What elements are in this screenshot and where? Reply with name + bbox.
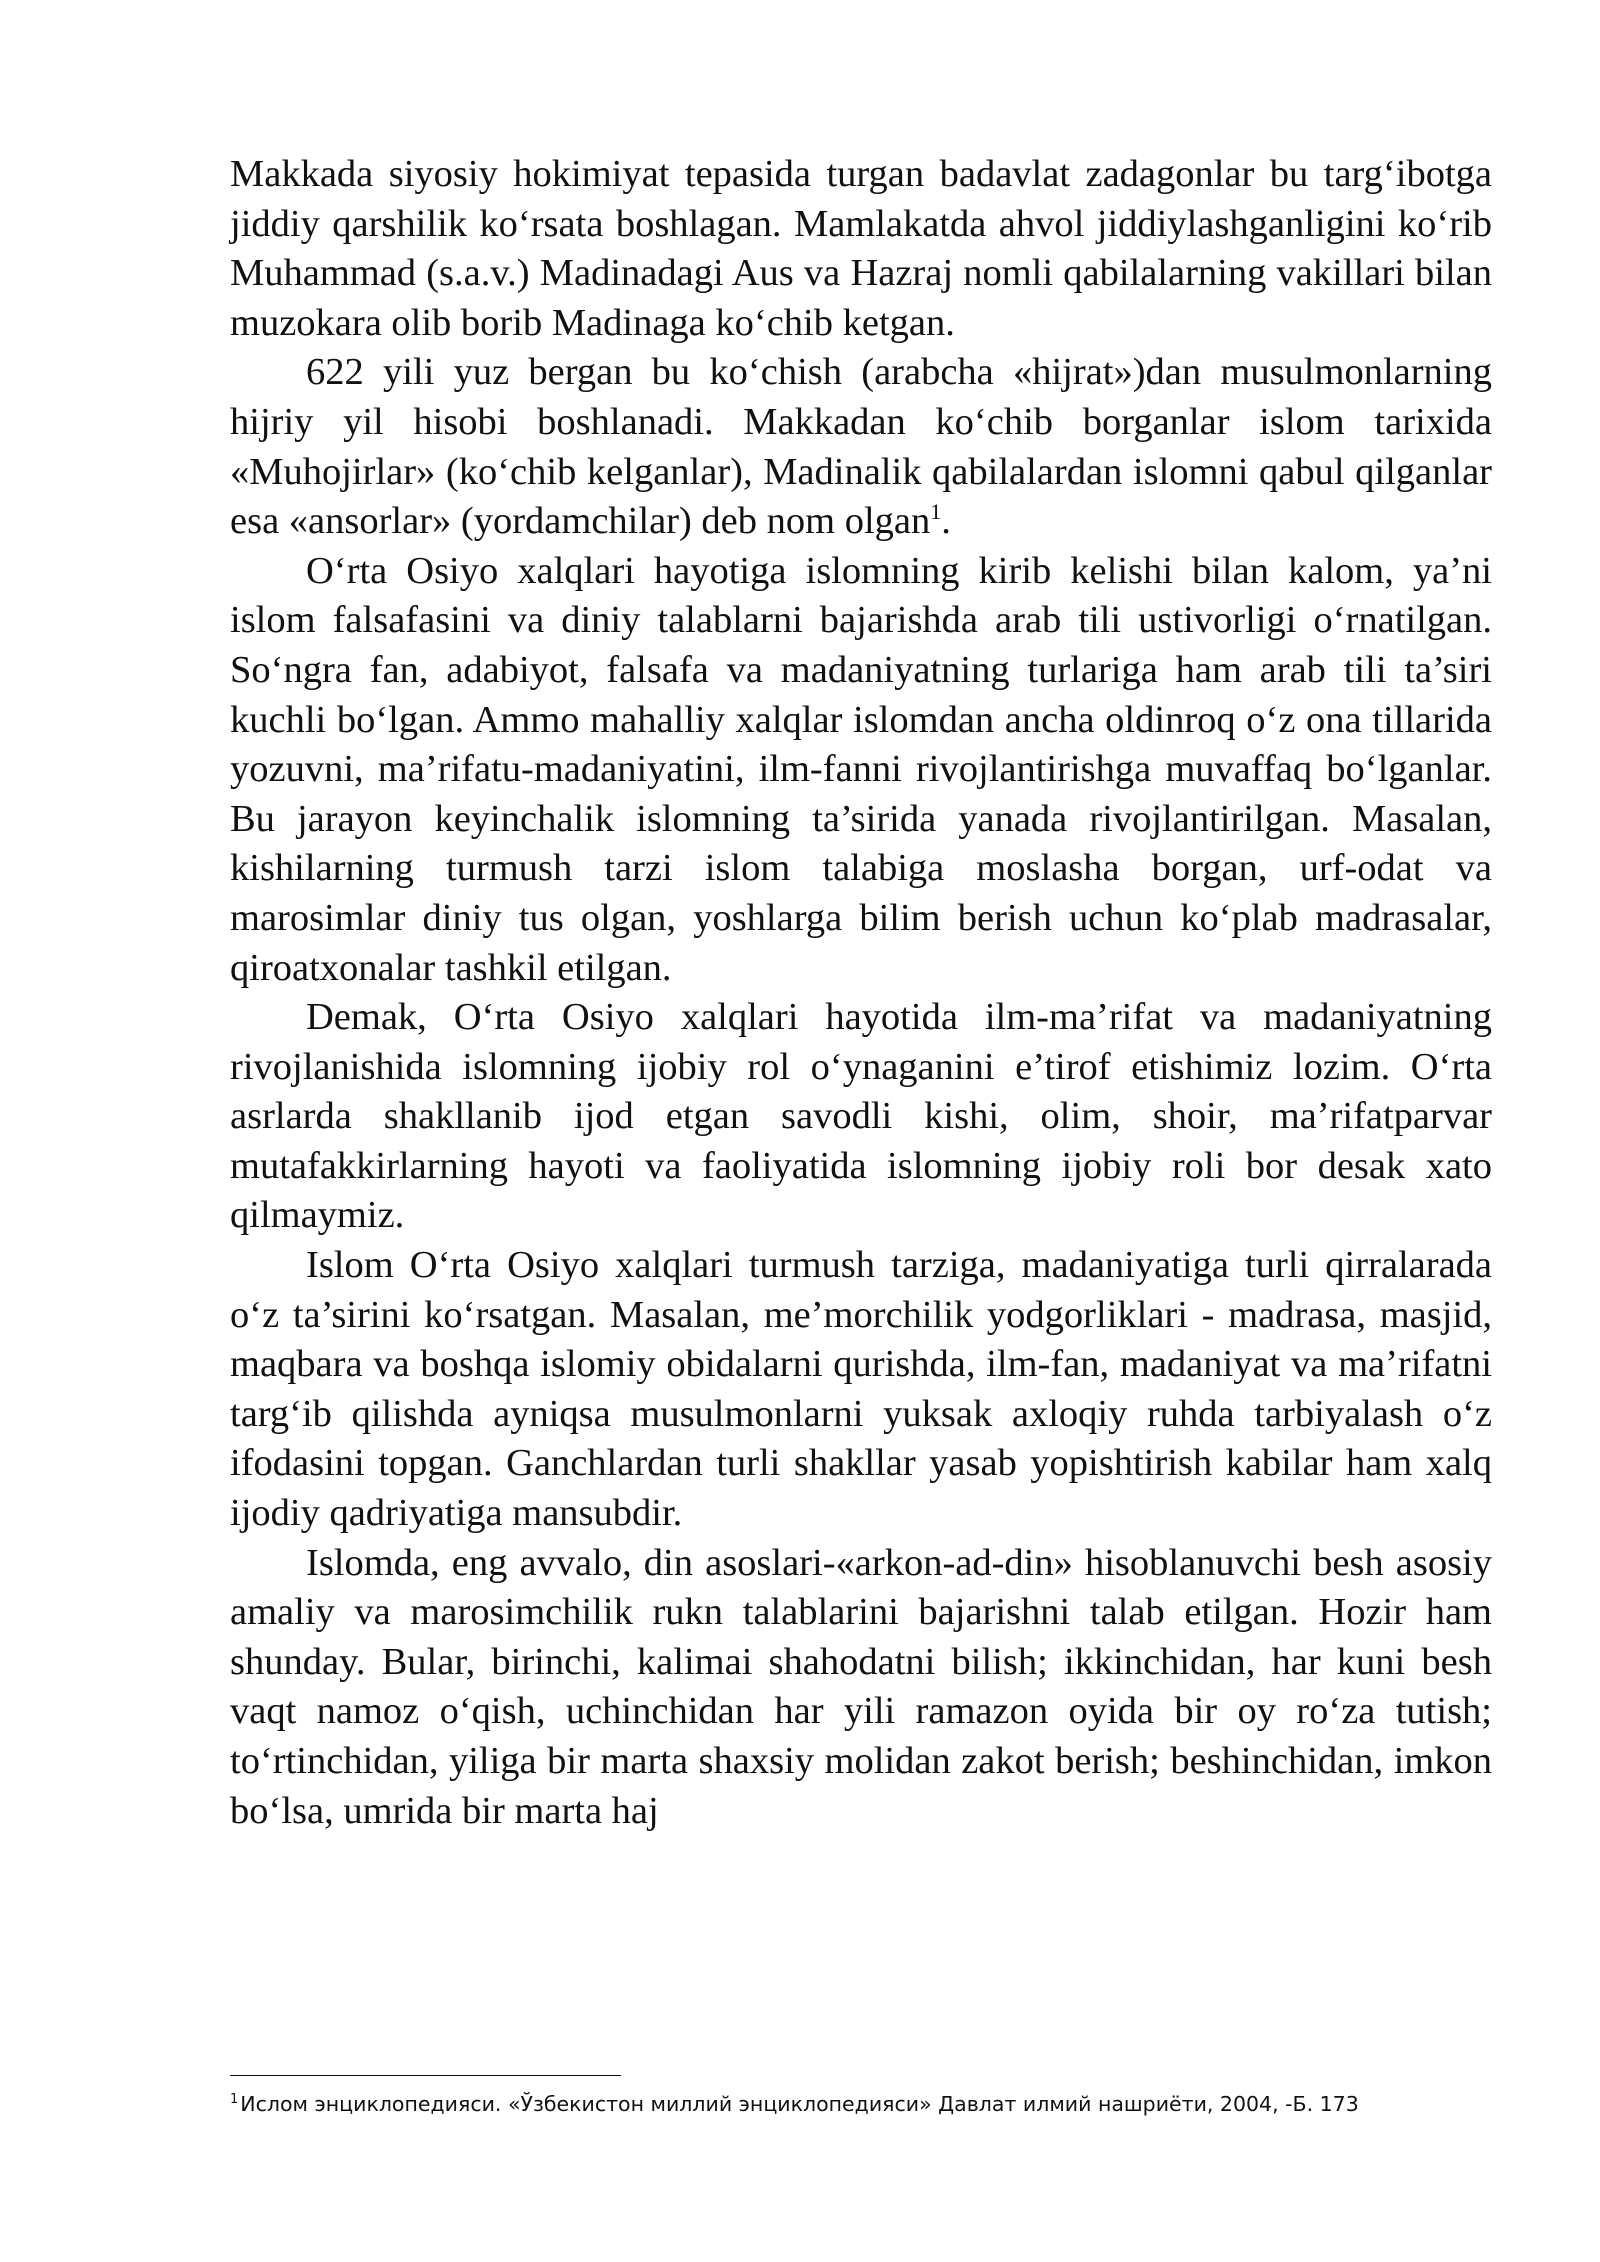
footnote bbox=[230, 2090, 1492, 2118]
paragraph-2-text: 622 yili yuz bergan bu ko‘chish (arabcha «hijrat»)dan musulmonlarning hijriy yil hisobi boshlanadi. Makkadan ko‘chib borganlar islom tarixida «Muhojirlar» (ko‘chib kelganlar), Madinalik qabilalardan islomni qabul qilganlar esa «ansorlar» (yordamchilar) deb nom olgan bbox=[230, 351, 1492, 543]
paragraph-3-text: O‘rta Osiyo xalqlari hayotiga islomning kirib kelishi bilan kalom, ya’ni islom falsafasini va diniy talablarni bajarishda arab tili ustivorligi o‘rnatilgan. So‘ngra fan, adabiyot, falsafa va madaniyatning turlariga ham arab tili ta’siri kuchli bo‘lgan. Ammo mahalliy xalqlar islomdan ancha oldinroq o‘z ona tillarida yozuvni, ma’rifatu-madaniyatini, ilm-fanni rivojlantirishga muvaffaq bo‘lganlar. Bu jarayon keyinchalik islomning ta’sirida yanada rivojlantirilgan. Masalan, kishilarning turmush tarzi islom talabiga moslasha borgan, urf-odat va marosimlar diniy tus olgan, yoshlarga bilim berish uchun ko‘plab madrasalar, qiroatxonalar tashkil etilgan. bbox=[230, 549, 1492, 989]
paragraph-4-text: Demak, O‘rta Osiyo xalqlari hayotida ilm-ma’rifat va madaniyatning rivojlanishida islomning ijobiy rol o‘ynaganini e’tirof etishimiz lozim. O‘rta asrlarda shakllanib ijod etgan savodli kishi, olim, shoir, ma’rifatparvar mutafakkirlarning hayoti va faoliyatida islomning ijobiy roli bor desak xato qilmaymiz. bbox=[230, 996, 1492, 1237]
paragraph-5-text: Islom O‘rta Osiyo xalqlari turmush tarziga, madaniyatiga turli qirralarada o‘z ta’sirini ko‘rsatgan. Masalan, me’morchilik yodgorliklari - madrasa, masjid, maqbara va boshqa islomiy obidalarni qurishda, ilm-fan, madaniyat va ma’rifatni targ‘ib qilishda ayniqsa musulmonlarni yuksak axloqiy ruhda tarbiyalash o‘z ifodasini topgan. Ganchlardan turli shakllar yasab yopishtirish kabilar ham xalq ijodiy qadriyatiga mansubdir. bbox=[230, 1244, 1492, 1535]
paragraph-1-text: Makkada siyosiy hokimiyat tepasida turgan badavlat zadagonlar bu targ‘ibotga jiddiy qarshilik ko‘rsata boshlagan. Mamlakatda ahvol jiddiylashganligini ko‘rib Muhammad (s.a.v.) Madinadagi Aus va Hazraj nomli qabilalarning vakillari bilan muzokara olib borib Madinaga ko‘chib ketgan. bbox=[230, 153, 1492, 344]
footnote-separator bbox=[230, 2075, 621, 2076]
document-body bbox=[230, 150, 1492, 1836]
footnote-mark: 1 bbox=[230, 2092, 239, 2108]
footnote-text: Ислом энциклопедияси. «Ўзбекистон миллий энциклопедияси» Давлат илмий нашриёти, 2004, -Б. 173 bbox=[240, 2092, 1359, 2116]
paragraph-2 bbox=[230, 348, 1492, 546]
paragraph-2-tail: . bbox=[941, 500, 951, 543]
footnote-reference[interactable]: 1 bbox=[930, 499, 942, 525]
paragraph-4 bbox=[230, 993, 1492, 1241]
paragraph-6-text: Islomda, eng avvalo, din asoslari-«arkon-ad-din» hisoblanuvchi besh asosiy amaliy va marosimchilik rukn talablarini bajarishni talab etilgan. Hozir ham shunday. Bular, birinchi, kalimai shahodatni bilish; ikkinchidan, har kuni besh vaqt namoz o‘qish, uchinchidan har yili ramazon oyida bir oy ro‘za tutish; to‘rtinchidan, yiliga bir marta shaxsiy molidan zakot berish; beshinchidan, imkon bo‘lsa, umrida bir marta haj bbox=[230, 1541, 1492, 1832]
paragraph-1 bbox=[230, 150, 1492, 348]
paragraph-5 bbox=[230, 1241, 1492, 1539]
paragraph-3 bbox=[230, 547, 1492, 993]
paragraph-6 bbox=[230, 1539, 1492, 1837]
